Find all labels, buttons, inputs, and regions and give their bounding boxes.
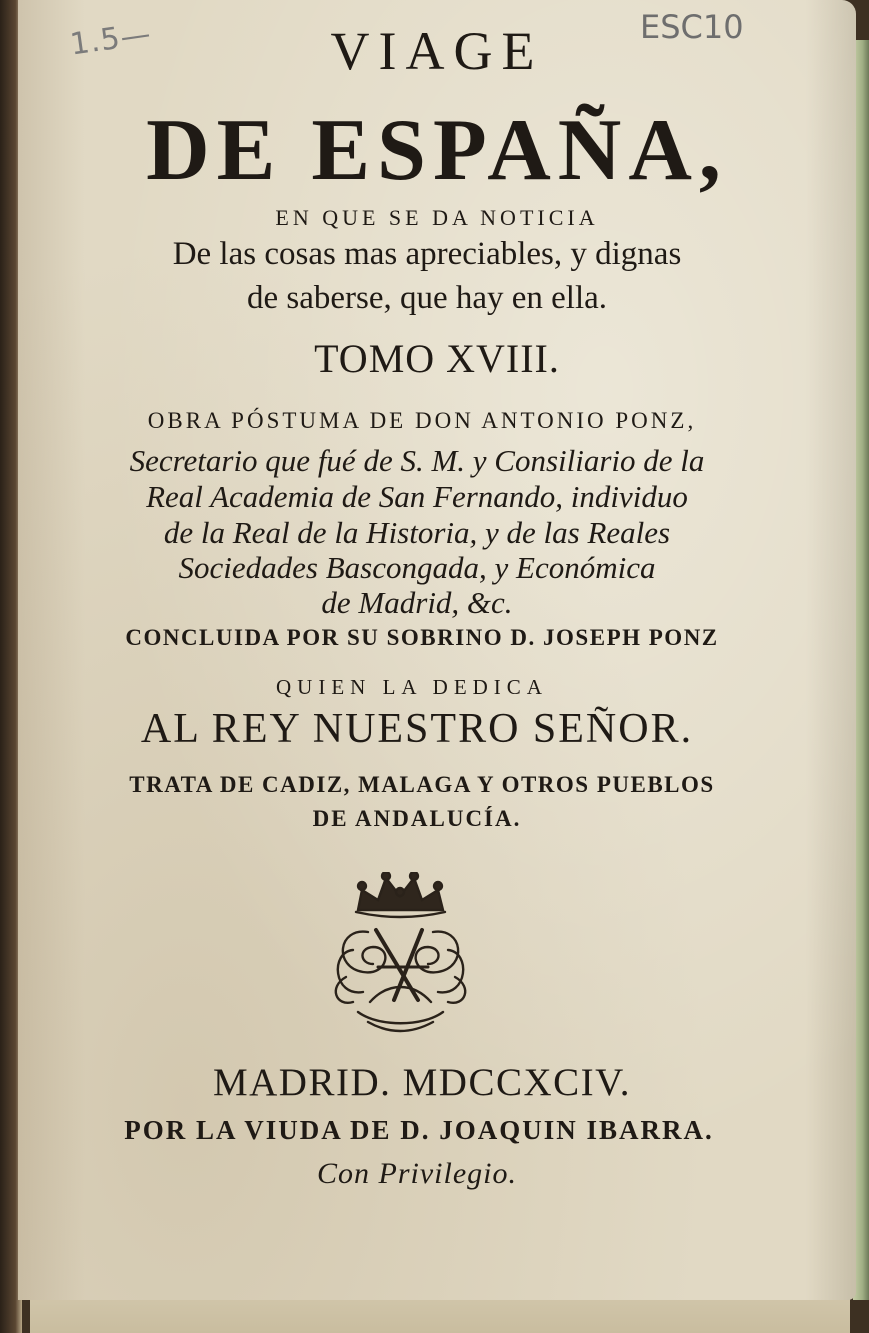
dedication-line-1: QUIEN LA DEDICA: [276, 675, 548, 699]
author-line-2: Secretario que fué de S. M. y Consiliario de la: [129, 443, 705, 478]
imprint-privilege: Con Privilegio.: [317, 1157, 517, 1190]
author-line-4: de la Real de la Historia, y de las Reales: [163, 515, 671, 550]
volume-number: TOMO XVIII.: [314, 336, 560, 381]
completion-line: CONCLUIDA POR SU SOBRINO D. JOSEPH PONZ: [125, 625, 719, 650]
imprint-printer: POR LA VIUDA DE D. JOAQUIN IBARRA.: [124, 1115, 714, 1145]
imprint-place-date: MADRID. MDCCXCIV.: [212, 1061, 632, 1104]
author-line-3: Real Academia de San Fernando, individuo: [146, 479, 688, 514]
title-line-1: VIAGE: [330, 21, 544, 81]
subtitle-line-2: De las cosas mas apreciables, y dignas: [172, 236, 682, 272]
dedication-line-2: AL REY NUESTRO SEÑOR.: [140, 706, 694, 752]
author-line-1: OBRA PÓSTUMA DE DON ANTONIO PONZ,: [147, 408, 697, 433]
subtitle-line-1: EN QUE SE DA NOTICIA: [275, 205, 599, 230]
author-line-6: de Madrid, &c.: [321, 585, 513, 620]
title-page: [18, 0, 856, 1300]
author-line-5: Sociedades Bascongada, y Económica: [178, 550, 656, 585]
pencil-note-left: 1.5—: [67, 16, 154, 63]
royal-crest-ornament: [318, 872, 483, 1042]
subtitle-line-3: de saberse, que hay en ella.: [246, 280, 608, 316]
title-line-2: DE ESPAÑA,: [146, 102, 728, 199]
contents-line-1: TRATA DE CADIZ, MALAGA Y OTROS PUEBLOS: [129, 772, 715, 797]
pencil-note-right: ESC10: [640, 8, 744, 46]
contents-line-2: DE ANDALUCÍA.: [312, 806, 522, 831]
